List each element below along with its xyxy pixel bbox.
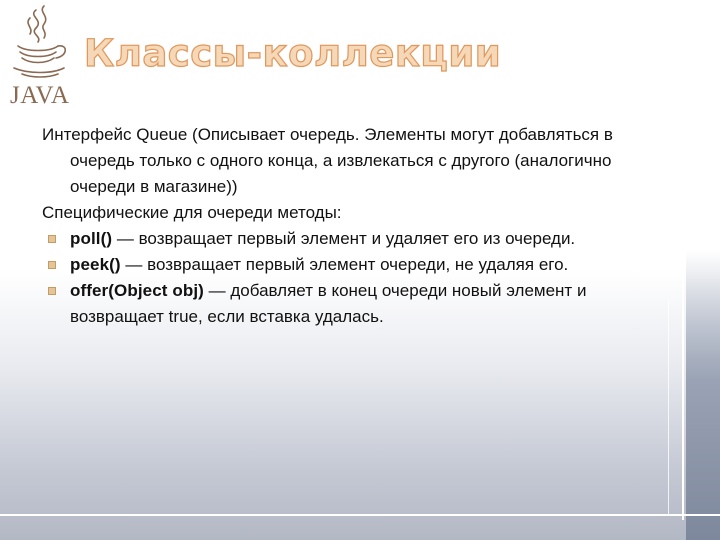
method-name: poll()	[70, 229, 113, 248]
slide-title: Классы-коллекции	[84, 32, 502, 75]
square-bullet-icon	[48, 287, 56, 295]
method-description: — добавляет в конец очереди новый элемент и возвращает true, если вставка удалась.	[70, 281, 587, 326]
intro-text: (Описывает очередь. Элементы могут добавляться в очередь только с одного конца, а извлекаться с другого (аналогично очереди в магазине))	[70, 125, 613, 196]
slide-content	[42, 122, 662, 330]
decorative-vertical-line-thin	[668, 300, 669, 514]
methods-list	[42, 226, 662, 330]
square-bullet-icon	[48, 235, 56, 243]
intro-lead: Интерфейс Queue	[42, 125, 188, 144]
list-item	[42, 278, 662, 330]
intro-paragraph	[42, 122, 662, 200]
java-logo-text: JAVA	[10, 82, 70, 109]
method-description: — возвращает первый элемент и удаляет его из очереди.	[112, 229, 576, 248]
java-logo	[6, 2, 72, 114]
list-item	[42, 226, 662, 252]
decorative-vertical-line	[682, 250, 684, 520]
background-right-panel	[686, 250, 720, 540]
method-name: peek()	[70, 255, 121, 274]
square-bullet-icon	[48, 261, 56, 269]
decorative-horizontal-line	[0, 514, 720, 516]
list-item	[42, 252, 662, 278]
methods-heading: Специфические для очереди методы:	[42, 203, 342, 222]
method-description: — возвращает первый элемент очереди, не удаляя его.	[120, 255, 569, 274]
java-cup-icon	[14, 6, 65, 77]
method-name: offer(Object obj)	[70, 281, 204, 300]
